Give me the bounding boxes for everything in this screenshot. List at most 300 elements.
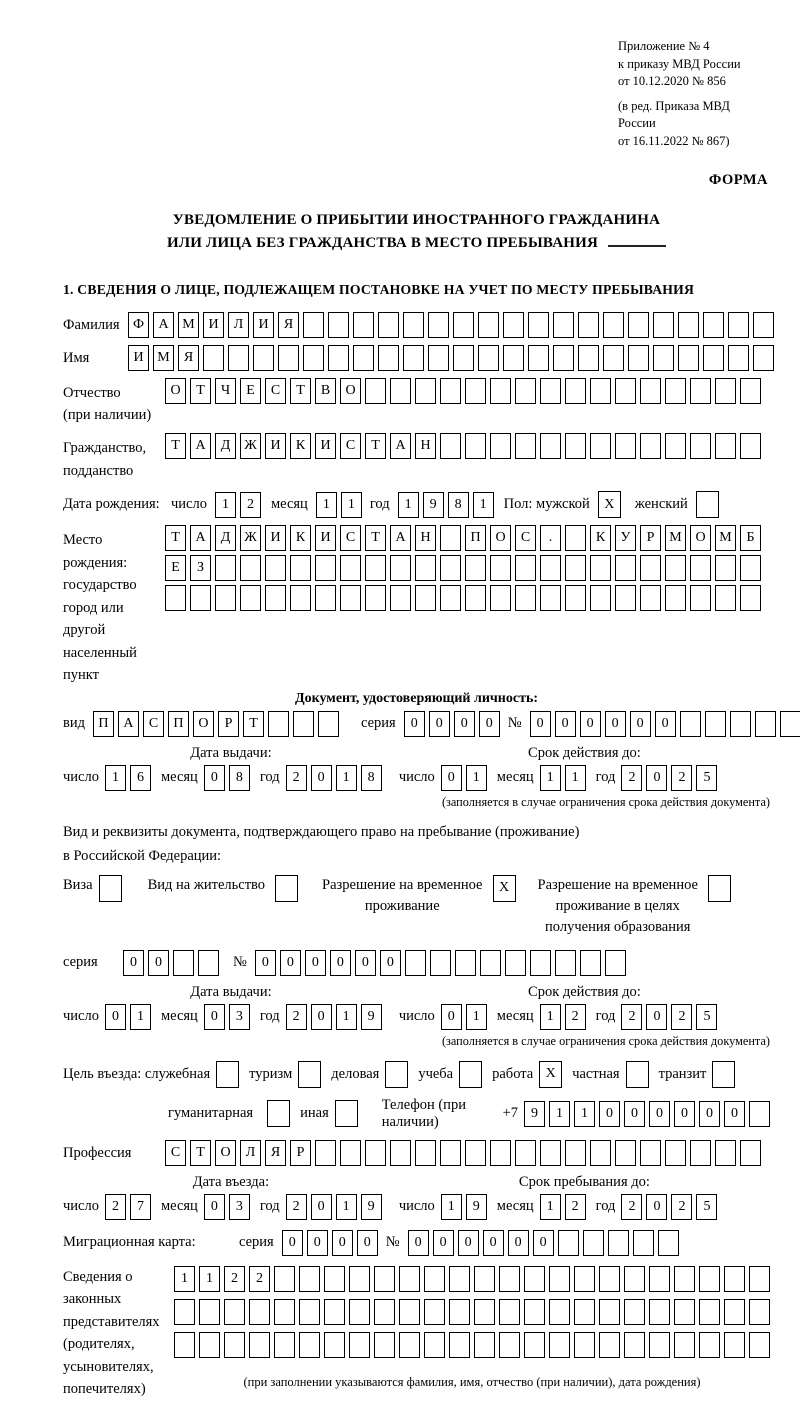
form-cell[interactable] (724, 1299, 745, 1325)
form-cell[interactable] (503, 312, 524, 338)
form-cell[interactable] (465, 555, 486, 581)
form-cell[interactable] (428, 312, 449, 338)
form-cell[interactable] (474, 1299, 495, 1325)
form-cell[interactable] (730, 711, 751, 737)
form-cell[interactable]: 3 (229, 1004, 250, 1030)
form-cell[interactable]: 1 (441, 1194, 462, 1220)
form-cell[interactable] (174, 1332, 195, 1358)
form-cell[interactable]: 0 (105, 1004, 126, 1030)
form-cell[interactable] (624, 1299, 645, 1325)
form-cell[interactable] (449, 1299, 470, 1325)
form-cell[interactable]: 0 (699, 1101, 720, 1127)
form-cell[interactable] (599, 1332, 620, 1358)
form-cell[interactable] (268, 711, 289, 737)
form-cell[interactable]: 2 (621, 765, 642, 791)
form-cell[interactable]: 0 (255, 950, 276, 976)
form-cell[interactable]: 0 (307, 1230, 328, 1256)
form-cell[interactable]: 0 (311, 1194, 332, 1220)
form-cell[interactable] (540, 555, 561, 581)
form-cell[interactable]: 2 (286, 1004, 307, 1030)
form-cell[interactable] (440, 433, 461, 459)
form-cell[interactable] (453, 312, 474, 338)
form-cell[interactable] (198, 950, 219, 976)
form-cell[interactable] (515, 1140, 536, 1166)
form-cell[interactable]: 0 (311, 1004, 332, 1030)
form-cell[interactable] (615, 585, 636, 611)
form-cell[interactable] (740, 1140, 761, 1166)
form-cell[interactable] (565, 433, 586, 459)
form-cell[interactable]: 8 (229, 765, 250, 791)
form-cell[interactable] (390, 585, 411, 611)
form-cell[interactable]: Б (740, 525, 761, 551)
form-cell[interactable]: 1 (473, 492, 494, 518)
form-cell[interactable] (274, 1299, 295, 1325)
form-cell[interactable] (749, 1101, 770, 1127)
form-cell[interactable] (440, 585, 461, 611)
form-cell[interactable] (328, 312, 349, 338)
form-cell[interactable]: 1 (199, 1266, 220, 1292)
form-cell[interactable] (453, 345, 474, 371)
form-cell[interactable]: 5 (696, 765, 717, 791)
form-cell[interactable]: 2 (224, 1266, 245, 1292)
form-cell[interactable]: 2 (249, 1266, 270, 1292)
form-cell[interactable] (603, 312, 624, 338)
form-cell[interactable] (740, 433, 761, 459)
form-cell[interactable] (605, 950, 626, 976)
form-cell[interactable]: 0 (674, 1101, 695, 1127)
form-cell[interactable]: М (665, 525, 686, 551)
form-cell[interactable] (690, 1140, 711, 1166)
form-cell[interactable] (499, 1266, 520, 1292)
form-cell[interactable] (203, 345, 224, 371)
form-cell[interactable] (515, 378, 536, 404)
form-cell[interactable] (628, 312, 649, 338)
form-cell[interactable] (278, 345, 299, 371)
form-cell[interactable]: 0 (646, 1194, 667, 1220)
form-cell[interactable]: 8 (361, 765, 382, 791)
form-cell[interactable]: 1 (466, 1004, 487, 1030)
form-cell[interactable] (699, 1266, 720, 1292)
form-cell[interactable]: X (539, 1061, 562, 1088)
form-cell[interactable] (549, 1332, 570, 1358)
form-cell[interactable]: 0 (311, 765, 332, 791)
form-cell[interactable] (674, 1332, 695, 1358)
form-cell[interactable]: Л (228, 312, 249, 338)
form-cell[interactable] (449, 1332, 470, 1358)
form-cell[interactable] (549, 1266, 570, 1292)
form-cell[interactable] (459, 1061, 482, 1088)
form-cell[interactable] (385, 1061, 408, 1088)
form-cell[interactable]: 0 (646, 765, 667, 791)
form-cell[interactable] (199, 1332, 220, 1358)
form-cell[interactable]: А (190, 525, 211, 551)
form-cell[interactable] (424, 1266, 445, 1292)
form-cell[interactable] (315, 1140, 336, 1166)
form-cell[interactable] (299, 1299, 320, 1325)
form-cell[interactable]: Д (215, 433, 236, 459)
form-cell[interactable] (428, 345, 449, 371)
form-cell[interactable] (265, 585, 286, 611)
form-cell[interactable] (615, 433, 636, 459)
form-cell[interactable]: Т (190, 378, 211, 404)
form-cell[interactable] (480, 950, 501, 976)
form-cell[interactable]: 2 (565, 1004, 586, 1030)
form-cell[interactable]: 0 (599, 1101, 620, 1127)
form-cell[interactable] (403, 345, 424, 371)
form-cell[interactable] (274, 1332, 295, 1358)
form-cell[interactable]: 1 (540, 765, 561, 791)
form-cell[interactable] (665, 555, 686, 581)
form-cell[interactable] (590, 378, 611, 404)
form-cell[interactable]: Ф (128, 312, 149, 338)
form-cell[interactable] (374, 1266, 395, 1292)
form-cell[interactable]: 1 (336, 1004, 357, 1030)
form-cell[interactable] (553, 312, 574, 338)
form-cell[interactable] (374, 1299, 395, 1325)
form-cell[interactable]: 0 (330, 950, 351, 976)
form-cell[interactable] (478, 345, 499, 371)
form-cell[interactable]: С (165, 1140, 186, 1166)
form-cell[interactable] (490, 1140, 511, 1166)
form-cell[interactable]: П (93, 711, 114, 737)
form-cell[interactable]: М (153, 345, 174, 371)
form-cell[interactable] (340, 1140, 361, 1166)
form-cell[interactable]: 0 (123, 950, 144, 976)
form-cell[interactable]: С (143, 711, 164, 737)
form-cell[interactable]: И (265, 525, 286, 551)
form-cell[interactable]: П (465, 525, 486, 551)
form-cell[interactable] (303, 312, 324, 338)
form-cell[interactable] (583, 1230, 604, 1256)
form-cell[interactable] (240, 555, 261, 581)
form-cell[interactable] (674, 1266, 695, 1292)
form-cell[interactable] (565, 1140, 586, 1166)
form-cell[interactable] (715, 378, 736, 404)
form-cell[interactable] (712, 1061, 735, 1088)
form-cell[interactable]: И (265, 433, 286, 459)
form-cell[interactable]: Ч (215, 378, 236, 404)
form-cell[interactable]: 0 (404, 711, 425, 737)
form-cell[interactable] (578, 345, 599, 371)
form-cell[interactable] (749, 1332, 770, 1358)
form-cell[interactable]: 0 (332, 1230, 353, 1256)
form-cell[interactable]: В (315, 378, 336, 404)
form-cell[interactable] (703, 312, 724, 338)
form-cell[interactable] (324, 1266, 345, 1292)
form-cell[interactable] (303, 345, 324, 371)
form-cell[interactable] (674, 1299, 695, 1325)
form-cell[interactable]: 1 (336, 765, 357, 791)
form-cell[interactable]: Т (290, 378, 311, 404)
form-cell[interactable] (265, 555, 286, 581)
form-cell[interactable] (399, 1266, 420, 1292)
form-cell[interactable] (755, 711, 776, 737)
form-cell[interactable] (574, 1266, 595, 1292)
form-cell[interactable] (403, 312, 424, 338)
form-cell[interactable]: 0 (649, 1101, 670, 1127)
form-cell[interactable]: С (340, 433, 361, 459)
form-cell[interactable]: 0 (533, 1230, 554, 1256)
form-cell[interactable] (574, 1332, 595, 1358)
form-cell[interactable] (565, 525, 586, 551)
form-cell[interactable] (499, 1332, 520, 1358)
form-cell[interactable] (528, 312, 549, 338)
form-cell[interactable]: О (165, 378, 186, 404)
form-cell[interactable]: М (178, 312, 199, 338)
form-cell[interactable] (415, 1140, 436, 1166)
form-cell[interactable]: О (340, 378, 361, 404)
form-cell[interactable]: 0 (441, 765, 462, 791)
form-cell[interactable] (565, 555, 586, 581)
form-cell[interactable]: М (715, 525, 736, 551)
form-cell[interactable]: 0 (357, 1230, 378, 1256)
form-cell[interactable]: 0 (624, 1101, 645, 1127)
form-cell[interactable] (505, 950, 526, 976)
form-cell[interactable]: 3 (229, 1194, 250, 1220)
form-cell[interactable] (540, 378, 561, 404)
form-cell[interactable]: 0 (530, 711, 551, 737)
form-cell[interactable]: 7 (130, 1194, 151, 1220)
form-cell[interactable] (749, 1299, 770, 1325)
form-cell[interactable]: Е (240, 378, 261, 404)
form-cell[interactable] (715, 585, 736, 611)
form-cell[interactable] (653, 312, 674, 338)
form-cell[interactable]: 2 (671, 1194, 692, 1220)
form-cell[interactable]: X (493, 875, 516, 902)
form-cell[interactable] (540, 1140, 561, 1166)
form-cell[interactable]: С (265, 378, 286, 404)
form-cell[interactable]: Я (278, 312, 299, 338)
form-cell[interactable]: 8 (448, 492, 469, 518)
form-cell[interactable] (553, 345, 574, 371)
form-cell[interactable] (224, 1332, 245, 1358)
form-cell[interactable] (340, 555, 361, 581)
form-cell[interactable] (474, 1332, 495, 1358)
form-cell[interactable] (267, 1100, 290, 1127)
form-cell[interactable] (440, 378, 461, 404)
form-cell[interactable] (424, 1299, 445, 1325)
form-cell[interactable] (615, 1140, 636, 1166)
form-cell[interactable] (699, 1332, 720, 1358)
form-cell[interactable] (699, 1299, 720, 1325)
form-cell[interactable]: Т (165, 433, 186, 459)
form-cell[interactable] (649, 1332, 670, 1358)
form-cell[interactable] (390, 555, 411, 581)
form-cell[interactable] (430, 950, 451, 976)
form-cell[interactable]: С (340, 525, 361, 551)
form-cell[interactable] (728, 345, 749, 371)
form-cell[interactable]: 0 (148, 950, 169, 976)
form-cell[interactable]: И (315, 433, 336, 459)
form-cell[interactable]: 1 (549, 1101, 570, 1127)
form-cell[interactable] (440, 1140, 461, 1166)
form-cell[interactable] (474, 1266, 495, 1292)
form-cell[interactable] (640, 585, 661, 611)
form-cell[interactable] (565, 378, 586, 404)
form-cell[interactable] (249, 1299, 270, 1325)
form-cell[interactable]: 1 (336, 1194, 357, 1220)
form-cell[interactable] (540, 433, 561, 459)
form-cell[interactable]: 0 (630, 711, 651, 737)
form-cell[interactable]: 0 (204, 1004, 225, 1030)
form-cell[interactable]: 2 (621, 1194, 642, 1220)
form-cell[interactable]: А (118, 711, 139, 737)
form-cell[interactable]: 1 (105, 765, 126, 791)
form-cell[interactable]: Я (178, 345, 199, 371)
form-cell[interactable] (353, 312, 374, 338)
form-cell[interactable] (399, 1299, 420, 1325)
form-cell[interactable]: Я (265, 1140, 286, 1166)
form-cell[interactable] (335, 1100, 358, 1127)
form-cell[interactable] (678, 312, 699, 338)
form-cell[interactable] (715, 433, 736, 459)
form-cell[interactable]: . (540, 525, 561, 551)
form-cell[interactable] (680, 711, 701, 737)
form-cell[interactable] (715, 555, 736, 581)
form-cell[interactable]: 9 (524, 1101, 545, 1127)
form-cell[interactable] (524, 1266, 545, 1292)
form-cell[interactable] (658, 1230, 679, 1256)
form-cell[interactable]: Е (165, 555, 186, 581)
form-cell[interactable]: 0 (408, 1230, 429, 1256)
form-cell[interactable]: П (168, 711, 189, 737)
form-cell[interactable] (365, 378, 386, 404)
form-cell[interactable] (315, 585, 336, 611)
form-cell[interactable] (465, 585, 486, 611)
form-cell[interactable] (465, 1140, 486, 1166)
form-cell[interactable] (590, 433, 611, 459)
form-cell[interactable]: 2 (671, 765, 692, 791)
form-cell[interactable] (216, 1061, 239, 1088)
form-cell[interactable] (640, 378, 661, 404)
form-cell[interactable]: 0 (479, 711, 500, 737)
form-cell[interactable] (580, 950, 601, 976)
form-cell[interactable] (624, 1332, 645, 1358)
form-cell[interactable]: 9 (423, 492, 444, 518)
form-cell[interactable] (499, 1299, 520, 1325)
form-cell[interactable] (665, 1140, 686, 1166)
form-cell[interactable]: 1 (540, 1194, 561, 1220)
form-cell[interactable] (708, 875, 731, 902)
form-cell[interactable]: 2 (105, 1194, 126, 1220)
form-cell[interactable] (478, 312, 499, 338)
form-cell[interactable] (318, 711, 339, 737)
form-cell[interactable]: 1 (174, 1266, 195, 1292)
form-cell[interactable] (190, 585, 211, 611)
form-cell[interactable]: 5 (696, 1194, 717, 1220)
form-cell[interactable]: 1 (398, 492, 419, 518)
form-cell[interactable]: О (690, 525, 711, 551)
form-cell[interactable] (780, 711, 800, 737)
form-cell[interactable] (690, 555, 711, 581)
form-cell[interactable] (328, 345, 349, 371)
form-cell[interactable] (298, 1061, 321, 1088)
form-cell[interactable] (365, 585, 386, 611)
form-cell[interactable] (524, 1332, 545, 1358)
form-cell[interactable]: 1 (540, 1004, 561, 1030)
form-cell[interactable] (253, 345, 274, 371)
form-cell[interactable]: 0 (204, 765, 225, 791)
form-cell[interactable] (524, 1299, 545, 1325)
form-cell[interactable] (696, 491, 719, 518)
form-cell[interactable] (440, 555, 461, 581)
form-cell[interactable] (578, 312, 599, 338)
form-cell[interactable] (490, 585, 511, 611)
form-cell[interactable] (715, 1140, 736, 1166)
form-cell[interactable]: 0 (646, 1004, 667, 1030)
form-cell[interactable] (399, 1332, 420, 1358)
form-cell[interactable] (724, 1332, 745, 1358)
form-cell[interactable] (640, 1140, 661, 1166)
form-cell[interactable] (728, 312, 749, 338)
form-cell[interactable]: 2 (240, 492, 261, 518)
form-cell[interactable] (624, 1266, 645, 1292)
form-cell[interactable] (555, 950, 576, 976)
form-cell[interactable]: 0 (441, 1004, 462, 1030)
form-cell[interactable]: 6 (130, 765, 151, 791)
form-cell[interactable] (290, 555, 311, 581)
form-cell[interactable] (240, 585, 261, 611)
form-cell[interactable]: О (215, 1140, 236, 1166)
form-cell[interactable] (324, 1332, 345, 1358)
form-cell[interactable]: 0 (429, 711, 450, 737)
form-cell[interactable] (574, 1299, 595, 1325)
form-cell[interactable]: 0 (204, 1194, 225, 1220)
form-cell[interactable] (274, 1266, 295, 1292)
form-cell[interactable]: У (615, 525, 636, 551)
form-cell[interactable] (174, 1299, 195, 1325)
form-cell[interactable] (293, 711, 314, 737)
form-cell[interactable]: И (253, 312, 274, 338)
form-cell[interactable] (678, 345, 699, 371)
form-cell[interactable] (365, 555, 386, 581)
form-cell[interactable]: И (128, 345, 149, 371)
form-cell[interactable]: 0 (454, 711, 475, 737)
form-cell[interactable] (705, 711, 726, 737)
form-cell[interactable]: 0 (280, 950, 301, 976)
form-cell[interactable]: И (315, 525, 336, 551)
form-cell[interactable] (690, 585, 711, 611)
form-cell[interactable] (224, 1299, 245, 1325)
form-cell[interactable] (490, 378, 511, 404)
form-cell[interactable]: И (203, 312, 224, 338)
form-cell[interactable] (753, 345, 774, 371)
form-cell[interactable]: 2 (671, 1004, 692, 1030)
form-cell[interactable] (565, 585, 586, 611)
form-cell[interactable] (749, 1266, 770, 1292)
form-cell[interactable] (378, 345, 399, 371)
form-cell[interactable] (165, 585, 186, 611)
form-cell[interactable] (449, 1266, 470, 1292)
form-cell[interactable]: Д (215, 525, 236, 551)
form-cell[interactable]: 0 (433, 1230, 454, 1256)
form-cell[interactable]: 2 (565, 1194, 586, 1220)
form-cell[interactable] (299, 1332, 320, 1358)
form-cell[interactable]: Т (243, 711, 264, 737)
form-cell[interactable] (740, 555, 761, 581)
form-cell[interactable]: 0 (724, 1101, 745, 1127)
form-cell[interactable] (490, 433, 511, 459)
form-cell[interactable] (626, 1061, 649, 1088)
form-cell[interactable] (753, 312, 774, 338)
form-cell[interactable] (633, 1230, 654, 1256)
form-cell[interactable] (603, 345, 624, 371)
form-cell[interactable] (353, 345, 374, 371)
form-cell[interactable]: 1 (316, 492, 337, 518)
form-cell[interactable]: Н (415, 525, 436, 551)
form-cell[interactable]: 1 (574, 1101, 595, 1127)
form-cell[interactable]: 1 (215, 492, 236, 518)
